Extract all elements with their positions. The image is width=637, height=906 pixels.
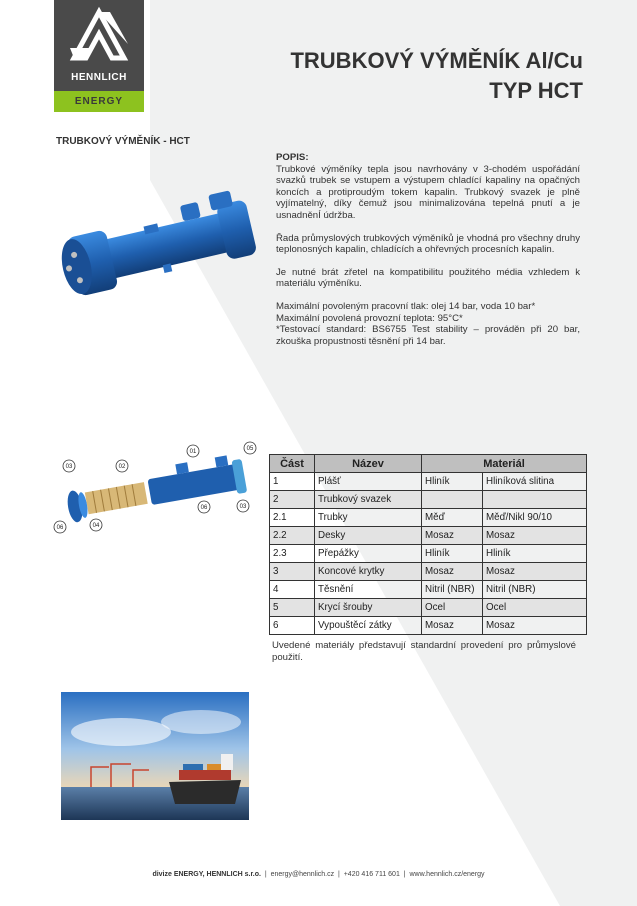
spec-test-standard: *Testovací standard: BS6755 Test stability – prováděn při 20 bar, zkouška propustnosti těsnění při 14 bar.: [276, 324, 580, 347]
footer-email[interactable]: energy@hennlich.cz: [270, 871, 335, 878]
cell-material-1: Hliník: [422, 545, 483, 563]
cell-part: 6: [270, 617, 315, 635]
table-row: [270, 509, 587, 527]
cell-part: 2.1: [270, 509, 315, 527]
diagram-label: 01: [189, 449, 197, 455]
table-row: [270, 545, 587, 563]
table-row: [270, 563, 587, 581]
exploded-diagram: [50, 438, 264, 548]
cell-material-1: Měď: [422, 509, 483, 527]
title-line-2: TYP HCT: [489, 78, 583, 103]
diagram-label: 03: [65, 464, 73, 470]
cell-name: Plášť: [315, 473, 422, 491]
table-row: [270, 599, 587, 617]
heat-exchanger-product-image: [48, 180, 266, 310]
footer-separator: |: [264, 871, 267, 878]
diagram-label: 03: [239, 504, 247, 510]
cell-material-1: [422, 491, 483, 509]
materials-table: [269, 454, 587, 635]
brand-division: ENERGY: [54, 91, 144, 112]
cell-material-2: Hliník: [483, 545, 587, 563]
page-title: [290, 46, 583, 106]
cell-material-2: Hliníková slitina: [483, 473, 587, 491]
cell-part: 3: [270, 563, 315, 581]
header-part: Část: [270, 455, 315, 473]
cell-name: Desky: [315, 527, 422, 545]
footer-separator: |: [338, 871, 340, 878]
footer-web[interactable]: www.hennlich.cz/energy: [409, 871, 485, 878]
cell-part: 2.2: [270, 527, 315, 545]
cell-material-1: Ocel: [422, 599, 483, 617]
diagram-label: 04: [92, 523, 100, 529]
cell-material-1: Nitril (NBR): [422, 581, 483, 599]
cell-material-2: Ocel: [483, 599, 587, 617]
description-paragraph: Je nutné brát zřetel na kompatibilitu použitého média vzhledem k materiálu výměníku.: [276, 266, 580, 290]
brand-logo: [54, 0, 144, 112]
cell-name: Krycí šrouby: [315, 599, 422, 617]
diagram-label: 06: [200, 505, 208, 511]
description-paragraph: Řada průmyslových trubkových výměníků je vhodná pro všechny druhy teplonosných kapalin, chladících a ohřevných procesních kapalin.: [276, 232, 580, 256]
cell-part: 5: [270, 599, 315, 617]
footer-company: divize ENERGY, HENNLICH s.r.o.: [152, 871, 261, 878]
cell-material-1: Mosaz: [422, 617, 483, 635]
cell-material-2: Měď/Nikl 90/10: [483, 509, 587, 527]
footer-separator: |: [403, 871, 406, 878]
product-subtitle: TRUBKOVÝ VÝMĚNÍK - HCT: [56, 136, 190, 147]
cell-material-2: Mosaz: [483, 527, 587, 545]
header-name: Název: [315, 455, 422, 473]
description-heading: POPIS:: [276, 152, 309, 163]
spec-pressure: Maximální povoleným pracovní tlak: olej 14 bar, voda 10 bar*: [276, 300, 536, 312]
cell-material-2: Nitril (NBR): [483, 581, 587, 599]
diagram-label: 02: [118, 464, 126, 470]
footer-phone: +420 416 711 601: [343, 871, 400, 878]
diagram-label: 05: [246, 446, 254, 452]
cell-name: Trubky: [315, 509, 422, 527]
header-material: Materiál: [422, 455, 587, 473]
spec-temperature: Maximální povolená provozní teplota: 95°C*: [276, 312, 463, 324]
cell-name: Trubkový svazek: [315, 491, 422, 509]
table-row: [270, 617, 587, 635]
hennlich-logo-icon: [54, 0, 144, 70]
cell-part: 1: [270, 473, 315, 491]
cell-part: 2.3: [270, 545, 315, 563]
brand-name: HENNLICH: [71, 72, 127, 83]
table-row: [270, 527, 587, 545]
cell-name: Koncové krytky: [315, 563, 422, 581]
table-row: [270, 491, 587, 509]
title-line-1: TRUBKOVÝ VÝMĚNÍK Al/Cu: [290, 48, 583, 73]
materials-note: Uvedené materiály představují standardní provedení pro průmyslové použití.: [272, 640, 576, 663]
cell-part: 4: [270, 581, 315, 599]
diagram-label: 06: [56, 525, 64, 531]
cell-material-1: Hliník: [422, 473, 483, 491]
cell-name: Vypouštěcí zátky: [315, 617, 422, 635]
table-row: [270, 473, 587, 491]
description: [276, 152, 580, 347]
cell-part: 2: [270, 491, 315, 509]
cell-material-1: Mosaz: [422, 563, 483, 581]
cell-material-1: Mosaz: [422, 527, 483, 545]
cell-material-2: [483, 491, 587, 509]
cell-name: Těsnění: [315, 581, 422, 599]
footer: [0, 871, 637, 878]
port-ship-photo: [61, 692, 249, 820]
table-row: [270, 581, 587, 599]
cell-material-2: Mosaz: [483, 617, 587, 635]
cell-name: Přepážky: [315, 545, 422, 563]
description-paragraph: Trubkové výměníky tepla jsou navrhovány v 3-chodém uspořádání svazků trubek se vstupem a výstupem chladící kapaliny na opačných koncích a protiproudým tokem kapalin. Trubkový svazek je plně vyjímatelný, díky čemuž jsou minimalizována tepelná pnutí a je usnadněnÍ údržba.: [276, 163, 580, 221]
cell-material-2: Mosaz: [483, 563, 587, 581]
